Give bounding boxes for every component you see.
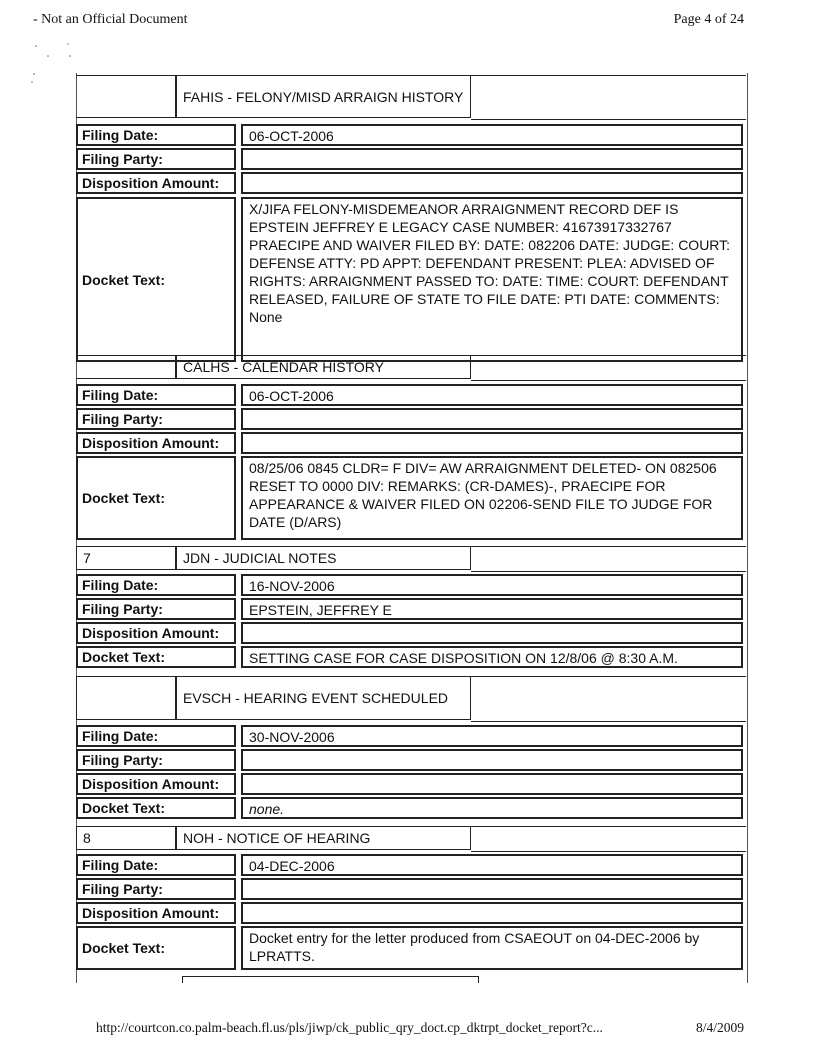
entry-event: NOH - NOTICE OF HEARING <box>176 826 471 850</box>
docket-text-label: Docket Text: <box>76 797 236 819</box>
entry-header <box>76 676 746 720</box>
disposition-amount-value <box>241 773 743 795</box>
entry-number <box>76 75 176 118</box>
filing-party-label: Filing Party: <box>76 878 236 900</box>
footer-date: 8/4/2009 <box>695 1020 744 1035</box>
filing-date-value: 16-NOV-2006 <box>241 574 743 596</box>
filing-date-label: Filing Date: <box>76 384 236 406</box>
docket-text-value: SETTING CASE FOR CASE DISPOSITION ON 12/8/06 @ 8:30 A.M. <box>241 646 743 668</box>
entry-event: EVSCH - HEARING EVENT SCHEDULED <box>176 676 471 720</box>
entry-header-rest <box>471 75 746 120</box>
filing-date-value: 06-OCT-2006 <box>241 384 743 406</box>
filing-date-label: Filing Date: <box>76 854 236 876</box>
entry-header <box>76 355 746 379</box>
entry-number: 7 <box>76 546 176 570</box>
page-number: Page 4 of 24 <box>673 12 744 27</box>
docket-text-label: Docket Text: <box>76 197 236 362</box>
filing-party-value: EPSTEIN, JEFFREY E <box>241 598 743 620</box>
filing-date-label: Filing Date: <box>76 574 236 596</box>
filing-date-value: 06-OCT-2006 <box>241 124 743 146</box>
docket-text-label: Docket Text: <box>76 926 236 970</box>
filing-party-label: Filing Party: <box>76 148 236 170</box>
entry-header-rest <box>471 546 746 572</box>
footer-url: http://courtcon.co.palm-beach.fl.us/pls/jiwp/ck_public_qry_doct.cp_dktrpt_docket_report?c... <box>96 1020 603 1035</box>
filing-party-label: Filing Party: <box>76 598 236 620</box>
disposition-amount-label: Disposition Amount: <box>76 902 236 924</box>
entry-header <box>76 75 746 118</box>
docket-text-value: 08/25/06 0845 CLDR= F DIV= AW ARRAIGNMENT DELETED- ON 082506 RESET TO 0000 DIV: REMARKS: (CR-DAMES)-, PRAECIPE FOR APPEARANCE & WAIVER FILED ON 02206-SEND FILE TO JUDGE FOR DATE (D/ARS) <box>241 456 743 540</box>
filing-party-value <box>241 749 743 771</box>
docket-text-value: Docket entry for the letter produced from CSAEOUT on 04-DEC-2006 by LPRATTS. <box>241 926 743 970</box>
filing-party-value <box>241 408 743 430</box>
filing-party-value <box>241 878 743 900</box>
entry-number <box>76 676 176 720</box>
disposition-amount-value <box>241 622 743 644</box>
filing-party-value <box>241 148 743 170</box>
disposition-amount-value <box>241 902 743 924</box>
docket-text-value: X/JIFA FELONY-MISDEMEANOR ARRAIGNMENT RECORD DEF IS EPSTEIN JEFFREY E LEGACY CASE NUMBER: 41673917332767 PRAECIPE AND WAIVER FILED BY: DATE: 082206 DATE: JUDGE: COURT: DEFENSE ATTY: PD APPT: DEFENDANT PRESENT: PLEA: ADVISED OF RIGHTS: ARRAIGNMENT PASSED TO: DATE: TIME: COURT: DEFENDANT RELEASED, FAILURE OF STATE TO FILE DATE: PTI DATE: COMMENTS: None <box>241 197 743 362</box>
filing-date-value: 30-NOV-2006 <box>241 725 743 747</box>
entry-header-rest <box>471 676 746 722</box>
entry-header-rest <box>471 826 746 852</box>
next-entry-stub <box>182 976 479 983</box>
page-header-left: - Not an Official Document <box>33 12 188 27</box>
disposition-amount-value <box>241 172 743 194</box>
entry-number: 8 <box>76 826 176 850</box>
docket-text-label: Docket Text: <box>76 456 236 540</box>
entry-header <box>76 826 746 850</box>
disposition-amount-label: Disposition Amount: <box>76 172 236 194</box>
docket-text-value: none. <box>241 797 743 819</box>
filing-party-label: Filing Party: <box>76 408 236 430</box>
docket-text-label: Docket Text: <box>76 646 236 668</box>
entry-event: CALHS - CALENDAR HISTORY <box>176 355 471 379</box>
disposition-amount-label: Disposition Amount: <box>76 622 236 644</box>
entry-number <box>76 355 176 379</box>
entry-event: FAHIS - FELONY/MISD ARRAIGN HISTORY <box>176 75 471 118</box>
filing-party-label: Filing Party: <box>76 749 236 771</box>
filing-date-label: Filing Date: <box>76 124 236 146</box>
disposition-amount-label: Disposition Amount: <box>76 773 236 795</box>
entry-event: JDN - JUDICIAL NOTES <box>176 546 471 570</box>
filing-date-value: 04-DEC-2006 <box>241 854 743 876</box>
entry-header-rest <box>471 355 746 381</box>
disposition-amount-value <box>241 432 743 454</box>
disposition-amount-label: Disposition Amount: <box>76 432 236 454</box>
entry-header <box>76 546 746 570</box>
filing-date-label: Filing Date: <box>76 725 236 747</box>
